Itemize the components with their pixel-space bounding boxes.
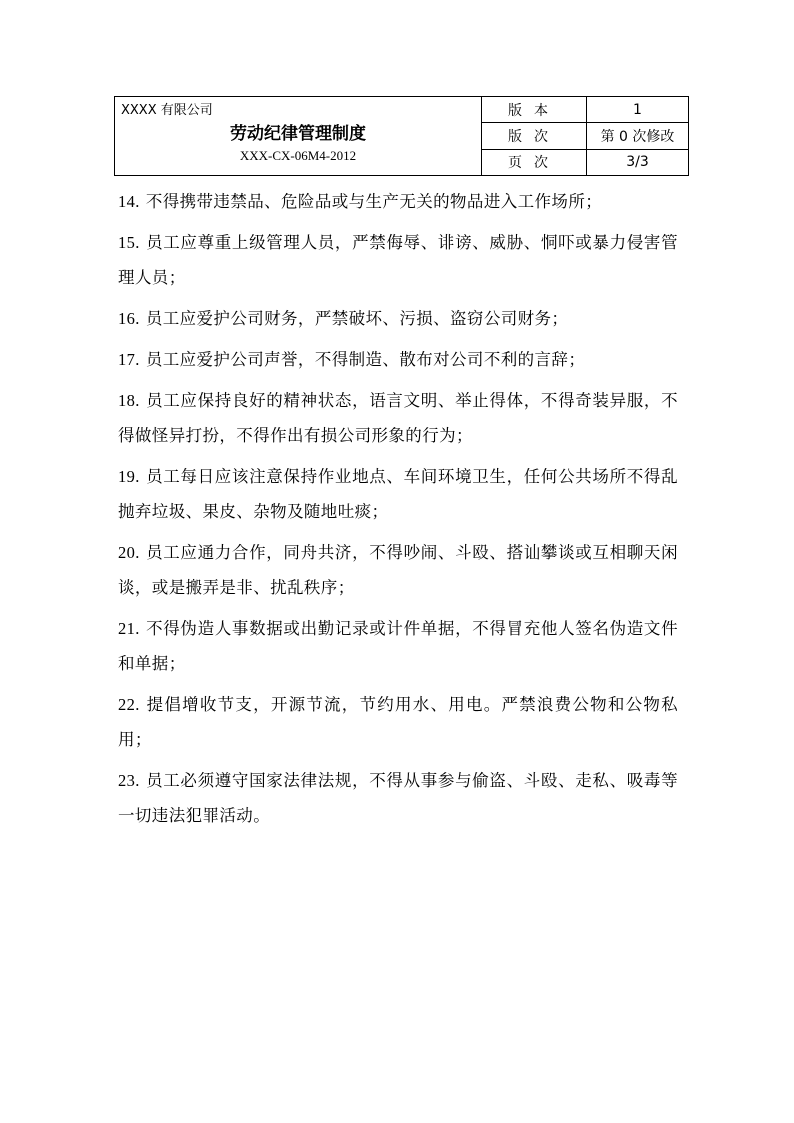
rule-number: 21. <box>118 619 140 638</box>
rule-item <box>118 184 678 219</box>
rule-number: 18. <box>118 391 140 410</box>
rule-item <box>118 301 678 336</box>
rule-text: 员工应通力合作，同舟共济，不得吵闹、斗殴、搭讪攀谈或互相聊天闲谈，或是搬弄是非、扰乱秩序； <box>118 543 678 597</box>
rule-item <box>118 611 678 681</box>
rule-text: 员工应爱护公司声誉，不得制造、散布对公司不利的言辞； <box>145 350 586 369</box>
rule-number: 19. <box>118 467 140 486</box>
page-value: 3/3 <box>587 149 689 175</box>
company-name: XXXX 有限公司 <box>121 103 213 118</box>
document-title: 劳动纪律管理制度 <box>230 124 366 144</box>
rule-text: 员工每日应该注意保持作业地点、车间环境卫生，任何公共场所不得乱抛弃垃圾、果皮、杂物及随地吐痰； <box>118 467 678 521</box>
rule-number: 14. <box>118 192 140 211</box>
rules-list <box>118 184 678 839</box>
rule-item <box>118 459 678 529</box>
rule-text: 不得伪造人事数据或出勤记录或计件单据，不得冒充他人签名伪造文件和单据； <box>118 619 678 673</box>
rule-number: 23. <box>118 771 140 790</box>
document-header-table <box>114 96 689 176</box>
rule-item <box>118 342 678 377</box>
rule-text: 员工必须遵守国家法律法规，不得从事参与偷盗、斗殴、走私、吸毒等一切违法犯罪活动。 <box>118 771 678 825</box>
page-label: 页次 <box>482 149 587 175</box>
rule-number: 17. <box>118 350 140 369</box>
document-code: XXX-CX-06M4-2012 <box>239 148 357 163</box>
rule-text: 员工应保持良好的精神状态，语言文明、举止得体，不得奇装异服，不得做怪异打扮，不得作出有损公司形象的行为； <box>118 391 678 445</box>
revision-label: 版次 <box>482 123 587 149</box>
version-value: 1 <box>587 97 689 123</box>
revision-value: 第 0 次修改 <box>587 123 689 149</box>
version-label: 版本 <box>482 97 587 123</box>
rule-text: 员工应尊重上级管理人员，严禁侮辱、诽谤、威胁、恫吓或暴力侵害管理人员； <box>118 233 678 287</box>
rule-item <box>118 383 678 453</box>
rule-number: 16. <box>118 309 140 328</box>
rule-item <box>118 687 678 757</box>
rule-number: 20. <box>118 543 140 562</box>
rule-text: 不得携带违禁品、危险品或与生产无关的物品进入工作场所； <box>145 192 603 211</box>
rule-item <box>118 535 678 605</box>
rule-number: 15. <box>118 233 140 252</box>
rule-item <box>118 225 678 295</box>
document-info-cell <box>115 97 482 176</box>
rule-item <box>118 763 678 833</box>
rule-text: 提倡增收节支，开源节流，节约用水、用电。严禁浪费公物和公物私用； <box>118 695 678 749</box>
rule-text: 员工应爱护公司财务，严禁破坏、污损、盗窃公司财务； <box>145 309 569 328</box>
rule-number: 22. <box>118 695 140 714</box>
